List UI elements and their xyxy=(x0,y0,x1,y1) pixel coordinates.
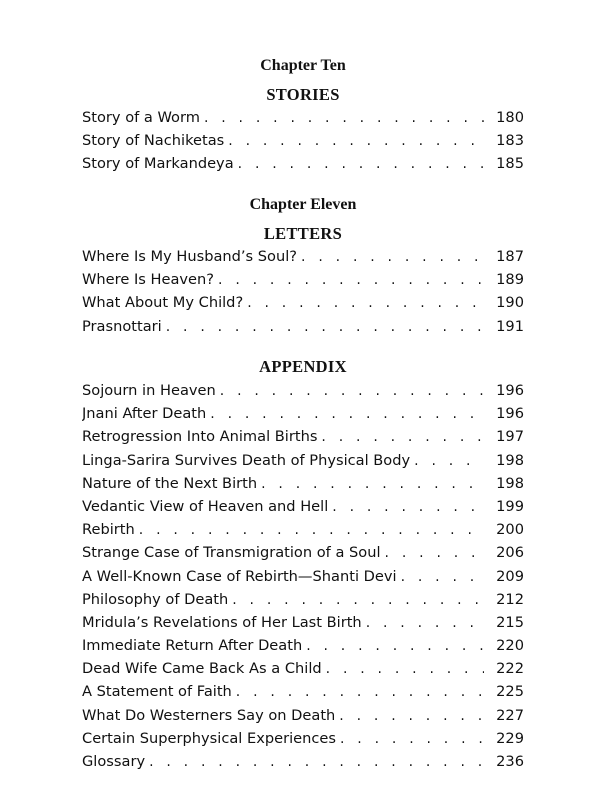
dot-leader xyxy=(238,156,484,172)
toc-entry-title: Sojourn in Heaven xyxy=(82,382,220,399)
toc-entry[interactable] xyxy=(82,637,524,660)
dot-leader xyxy=(166,319,484,335)
toc-entry-title: Prasnottari xyxy=(82,318,166,335)
chapter-label: Chapter Eleven xyxy=(249,196,357,213)
toc-entry[interactable] xyxy=(82,428,524,451)
dot-leader xyxy=(385,545,484,561)
toc-entry[interactable] xyxy=(82,452,524,475)
dot-leader xyxy=(204,110,484,126)
toc-entry-page: 196 xyxy=(484,405,524,422)
toc-entry[interactable] xyxy=(82,475,524,498)
toc-entry[interactable] xyxy=(82,591,524,614)
section-chapter-ten xyxy=(82,56,524,179)
dot-leader xyxy=(306,638,484,654)
dot-leader xyxy=(301,249,484,265)
toc-entry-page: 200 xyxy=(484,521,524,538)
toc-entry-page: 187 xyxy=(484,248,524,265)
toc-entry[interactable] xyxy=(82,109,524,132)
toc-entry-page: 206 xyxy=(484,544,524,561)
toc-entry-page: 197 xyxy=(484,428,524,445)
dot-leader xyxy=(210,406,484,422)
dot-leader xyxy=(366,615,484,631)
toc-entry-title: Story of Markandeya xyxy=(82,155,238,172)
toc-entry-title: Certain Superphysical Experiences xyxy=(82,730,340,747)
toc-entry-page: 236 xyxy=(484,753,524,770)
toc-entry[interactable] xyxy=(82,248,524,271)
section-title: LETTERS xyxy=(263,224,343,243)
toc-entry-title: Dead Wife Came Back As a Child xyxy=(82,660,326,677)
dot-leader xyxy=(339,708,484,724)
toc-entry[interactable] xyxy=(82,294,524,317)
toc-entry-title: Vedantic View of Heaven and Hell xyxy=(82,498,332,515)
toc-entry-page: 180 xyxy=(484,109,524,126)
toc-entry-page: 212 xyxy=(484,591,524,608)
section-appendix xyxy=(82,357,524,776)
toc-entry-title: What About My Child? xyxy=(82,294,247,311)
section-chapter-eleven xyxy=(82,195,524,341)
toc-entry[interactable] xyxy=(82,382,524,405)
toc-list xyxy=(82,248,524,341)
dot-leader xyxy=(401,569,484,585)
section-title: APPENDIX xyxy=(259,357,347,376)
toc-entry-title: Story of a Worm xyxy=(82,109,204,126)
toc-entry-page: 199 xyxy=(484,498,524,515)
chapter-label: Chapter Ten xyxy=(260,57,346,74)
toc-entry-page: 189 xyxy=(484,271,524,288)
toc-entry[interactable] xyxy=(82,544,524,567)
toc-entry-title: Mridula’s Revelations of Her Last Birth xyxy=(82,614,366,631)
dot-leader xyxy=(247,295,484,311)
toc-entry-page: 222 xyxy=(484,660,524,677)
dot-leader xyxy=(321,429,484,445)
toc-entry-page: 196 xyxy=(484,382,524,399)
section-title: STORIES xyxy=(266,85,340,104)
dot-leader xyxy=(149,754,484,770)
toc-list xyxy=(82,382,524,776)
toc-entry-title: Where Is Heaven? xyxy=(82,271,218,288)
dot-leader xyxy=(139,522,484,538)
dot-leader xyxy=(414,453,484,469)
toc-entry-title: Immediate Return After Death xyxy=(82,637,306,654)
dot-leader xyxy=(218,272,484,288)
toc-entry-page: 191 xyxy=(484,318,524,335)
dot-leader xyxy=(326,661,484,677)
toc-entry-page: 183 xyxy=(484,132,524,149)
toc-entry-page: 190 xyxy=(484,294,524,311)
toc-entry-title: Retrogression Into Animal Births xyxy=(82,428,321,445)
toc-entry[interactable] xyxy=(82,521,524,544)
toc-entry-title: Story of Nachiketas xyxy=(82,132,228,149)
toc-entry-title: Strange Case of Transmigration of a Soul xyxy=(82,544,385,561)
toc-entry-title: Where Is My Husband’s Soul? xyxy=(82,248,301,265)
toc-entry-page: 225 xyxy=(484,683,524,700)
toc-entry[interactable] xyxy=(82,707,524,730)
toc-entry-title: Jnani After Death xyxy=(82,405,210,422)
toc-entry-page: 227 xyxy=(484,707,524,724)
toc-entry-title: What Do Westerners Say on Death xyxy=(82,707,339,724)
toc-entry[interactable] xyxy=(82,132,524,155)
toc-entry[interactable] xyxy=(82,498,524,521)
toc-entry-page: 209 xyxy=(484,568,524,585)
toc-entry-page: 198 xyxy=(484,475,524,492)
dot-leader xyxy=(232,592,484,608)
dot-leader xyxy=(228,133,484,149)
toc-entry[interactable] xyxy=(82,405,524,428)
toc-entry-page: 198 xyxy=(484,452,524,469)
dot-leader xyxy=(340,731,484,747)
toc-entry-title: Rebirth xyxy=(82,521,139,538)
toc-entry[interactable] xyxy=(82,614,524,637)
toc-entry-page: 229 xyxy=(484,730,524,747)
toc-entry-title: A Statement of Faith xyxy=(82,683,236,700)
toc-entry-page: 185 xyxy=(484,155,524,172)
dot-leader xyxy=(332,499,484,515)
toc-entry[interactable] xyxy=(82,660,524,683)
toc-entry[interactable] xyxy=(82,753,524,776)
dot-leader xyxy=(261,476,484,492)
toc-entry[interactable] xyxy=(82,318,524,341)
toc-entry-page: 220 xyxy=(484,637,524,654)
toc-list xyxy=(82,109,524,179)
toc-entry[interactable] xyxy=(82,730,524,753)
toc-entry-title: Philosophy of Death xyxy=(82,591,232,608)
toc-entry[interactable] xyxy=(82,568,524,591)
toc-entry-title: A Well-Known Case of Rebirth—Shanti Devi xyxy=(82,568,401,585)
toc-entry[interactable] xyxy=(82,155,524,178)
toc-entry-title: Linga-Sarira Survives Death of Physical Body xyxy=(82,452,414,469)
dot-leader xyxy=(236,684,484,700)
dot-leader xyxy=(220,383,484,399)
toc-entry-title: Nature of the Next Birth xyxy=(82,475,261,492)
toc-entry[interactable] xyxy=(82,683,524,706)
toc-entry-title: Glossary xyxy=(82,753,149,770)
toc-entry-page: 215 xyxy=(484,614,524,631)
toc-entry[interactable] xyxy=(82,271,524,294)
